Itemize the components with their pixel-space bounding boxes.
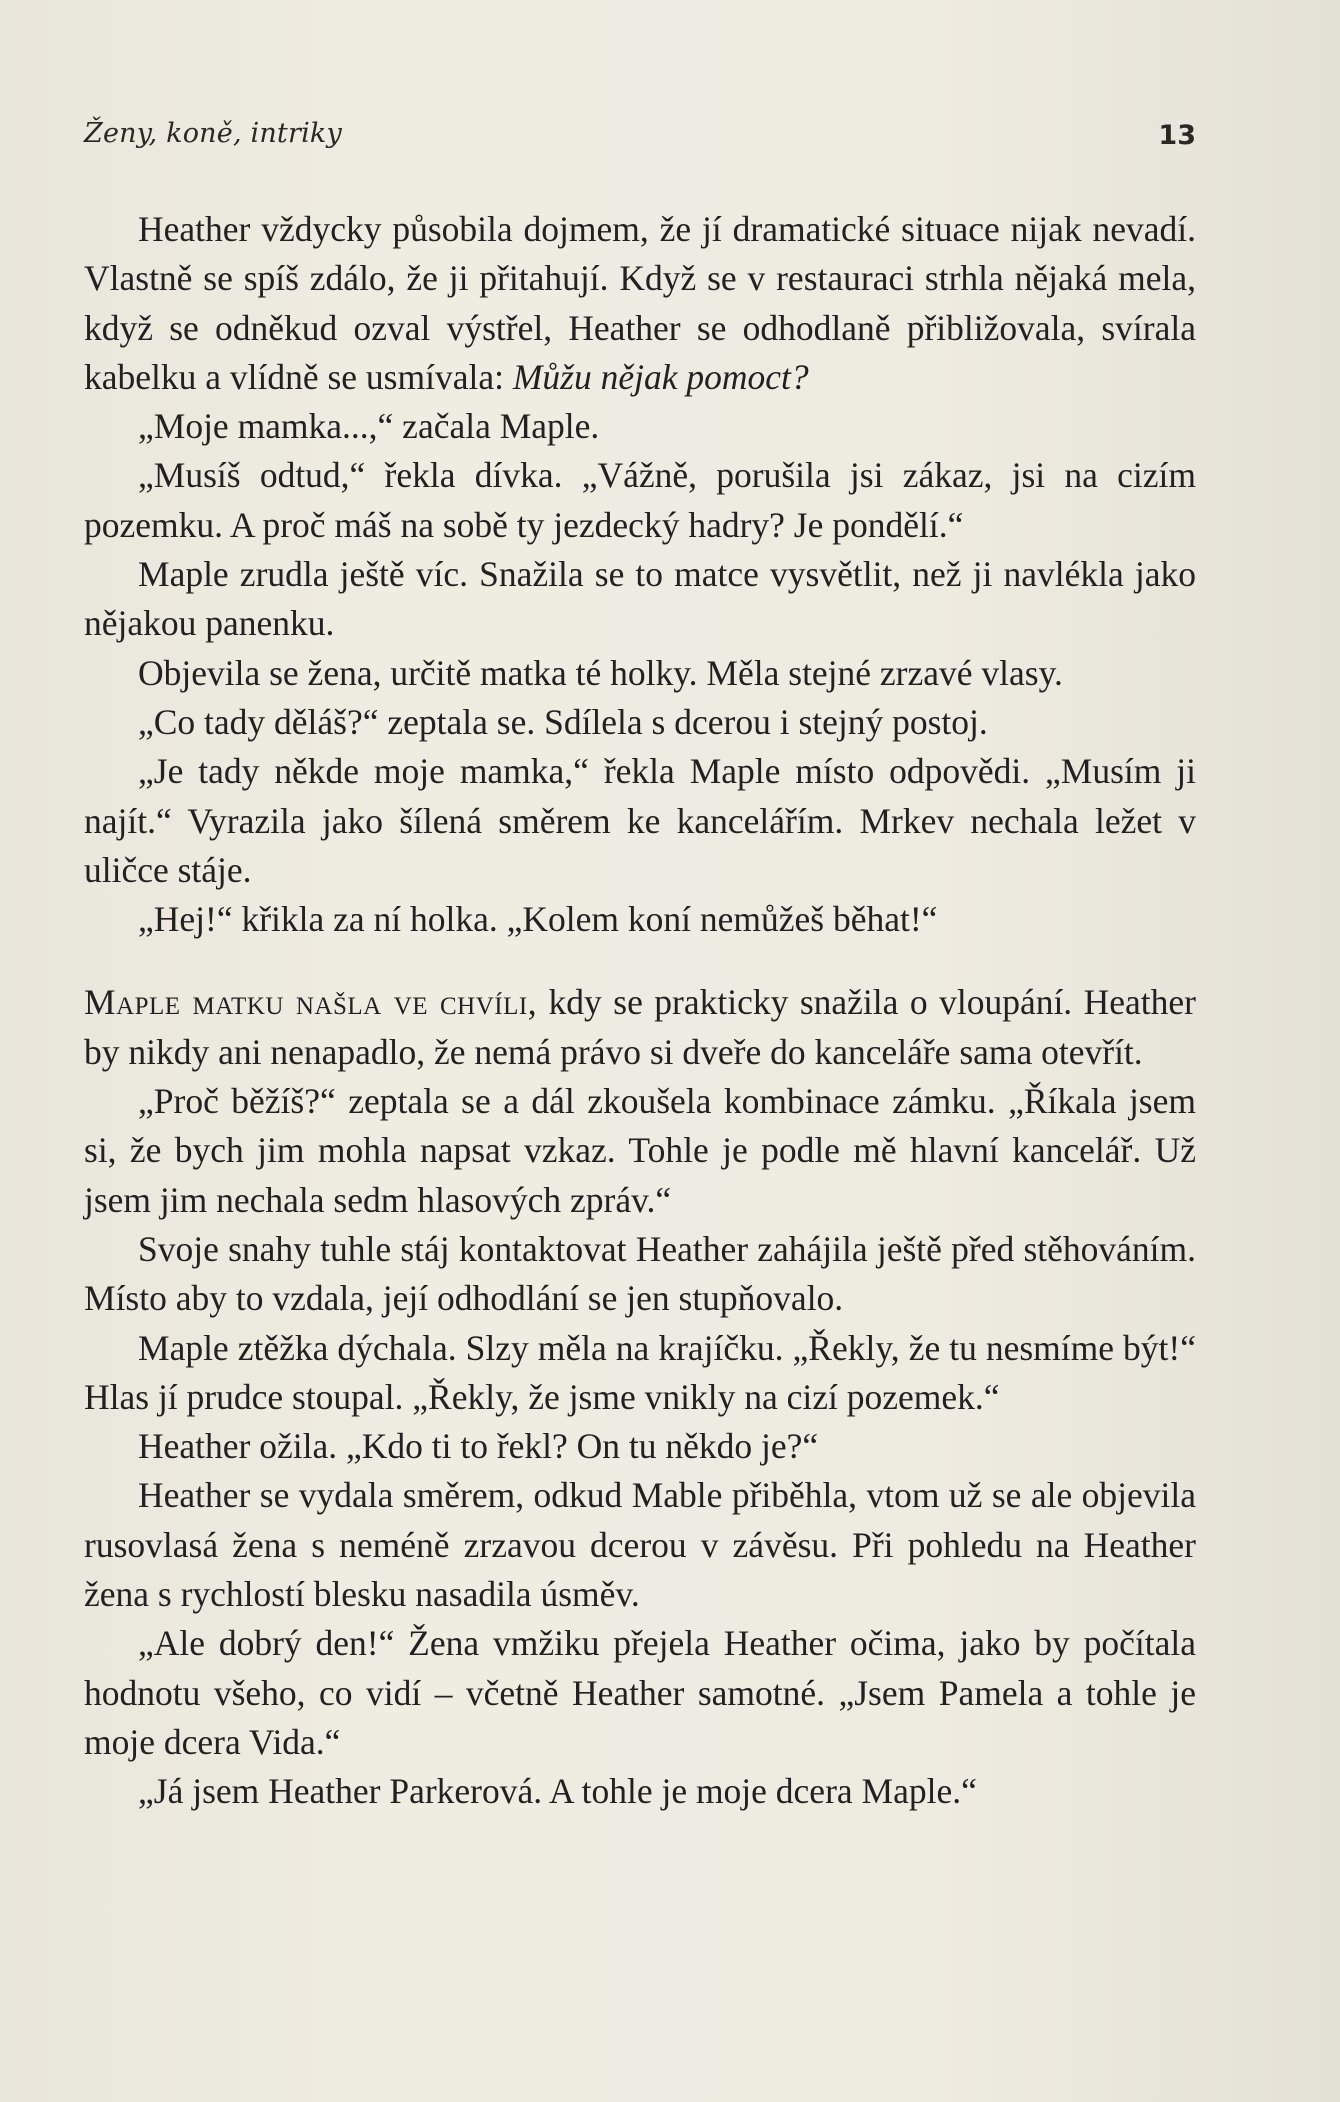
paragraph-12: Maple ztěžka dýchala. Slzy měla na krajíčku. „Řekly, že tu nesmíme být!“ Hlas jí prudce stoupal. „Řekly, že jsme vnikly na cizí pozemek.“ bbox=[84, 1327, 1196, 1417]
paragraph-8: „Hej!“ křikla za ní holka. „Kolem koní nemůžeš běhat!“ bbox=[138, 899, 938, 940]
paragraph-1 bbox=[84, 205, 1196, 402]
paragraph-2: „Moje mamka...,“ začala Maple. bbox=[138, 406, 600, 447]
paragraph-6: „Co tady děláš?“ zeptala se. Sdílela s dcerou i stejný postoj. bbox=[138, 701, 988, 742]
paragraph-11: Svoje snahy tuhle stáj kontaktovat Heather zahájila ještě před stěhováním. Místo aby to vzdala, její odhodlání se jen stupňovalo. bbox=[84, 1228, 1196, 1319]
emphasized-question: Můžu nějak pomoct? bbox=[512, 356, 809, 397]
body-text bbox=[84, 205, 1196, 1817]
page-number: 13 bbox=[1158, 120, 1196, 151]
section-lead-in: Maple matku našla ve chvíli, bbox=[84, 982, 538, 1023]
paragraph-16: „Já jsem Heather Parkerová. A tohle je moje dcera Maple.“ bbox=[138, 1771, 977, 1812]
paragraph-10: „Proč běžíš?“ zeptala se a dál zkoušela kombinace zámku. „Říkala jsem si, že bych jim mohla napsat vzkaz. Tohle je podle mě hlavní kancelář. Už jsem jim nechala sedm hlasových zpráv.“ bbox=[84, 1081, 1196, 1220]
running-title: Ženy, koně, intriky bbox=[84, 118, 342, 149]
paragraph-4: Maple zrudla ještě víc. Snažila se to matce vysvětlit, než ji navlékla jako nějakou panenku. bbox=[84, 554, 1196, 644]
paragraph-text: kdy se prakticky snažila o vloupání. Heather by nikdy ani nenapadlo, že nemá právo si dveře do kanceláře sama otevřít. bbox=[84, 982, 1196, 1072]
paragraph-3: „Musíš odtud,“ řekla dívka. „Vážně, porušila jsi zákaz, jsi na cizím pozemku. A proč máš na sobě ty jezdecký hadry? Je pondělí.“ bbox=[84, 455, 1196, 545]
section-opening-paragraph bbox=[84, 978, 1196, 1077]
paragraph-text: Heather vždycky působila dojmem, že jí dramatické situace nijak nevadí. Vlastně se spíš zdálo, že ji přitahují. Když se v restauraci strhla nějaká mela, když se odněkud ozval výstřel, Heather se odhodlaně přibližovala, svírala kabelku a vlídně se usmívala: bbox=[84, 209, 1196, 397]
paragraph-7: „Je tady někde moje mamka,“ řekla Maple místo odpovědi. „Musím ji najít.“ Vyrazila jako šílená směrem ke kancelářím. Mrkev nechala ležet v uličce stáje. bbox=[84, 751, 1196, 890]
paragraph-15: „Ale dobrý den!“ Žena vmžiku přejela Heather očima, jako by počítala hodnotu všeho, co vidí – včetně Heather samotné. „Jsem Pamela a tohle je moje dcera Vida.“ bbox=[84, 1623, 1196, 1762]
page-header bbox=[84, 118, 1196, 168]
paragraph-5: Objevila se žena, určitě matka té holky. Měla stejné zrzavé vlasy. bbox=[138, 652, 1063, 693]
paragraph-14: Heather se vydala směrem, odkud Mable přiběhla, vtom už se ale objevila rusovlasá žena s neméně zrzavou dcerou v závěsu. Při pohledu na Heather žena s rychlostí blesku nasadila úsměv. bbox=[84, 1475, 1196, 1615]
paragraph-13: Heather ožila. „Kdo ti to řekl? On tu někdo je?“ bbox=[138, 1426, 819, 1467]
